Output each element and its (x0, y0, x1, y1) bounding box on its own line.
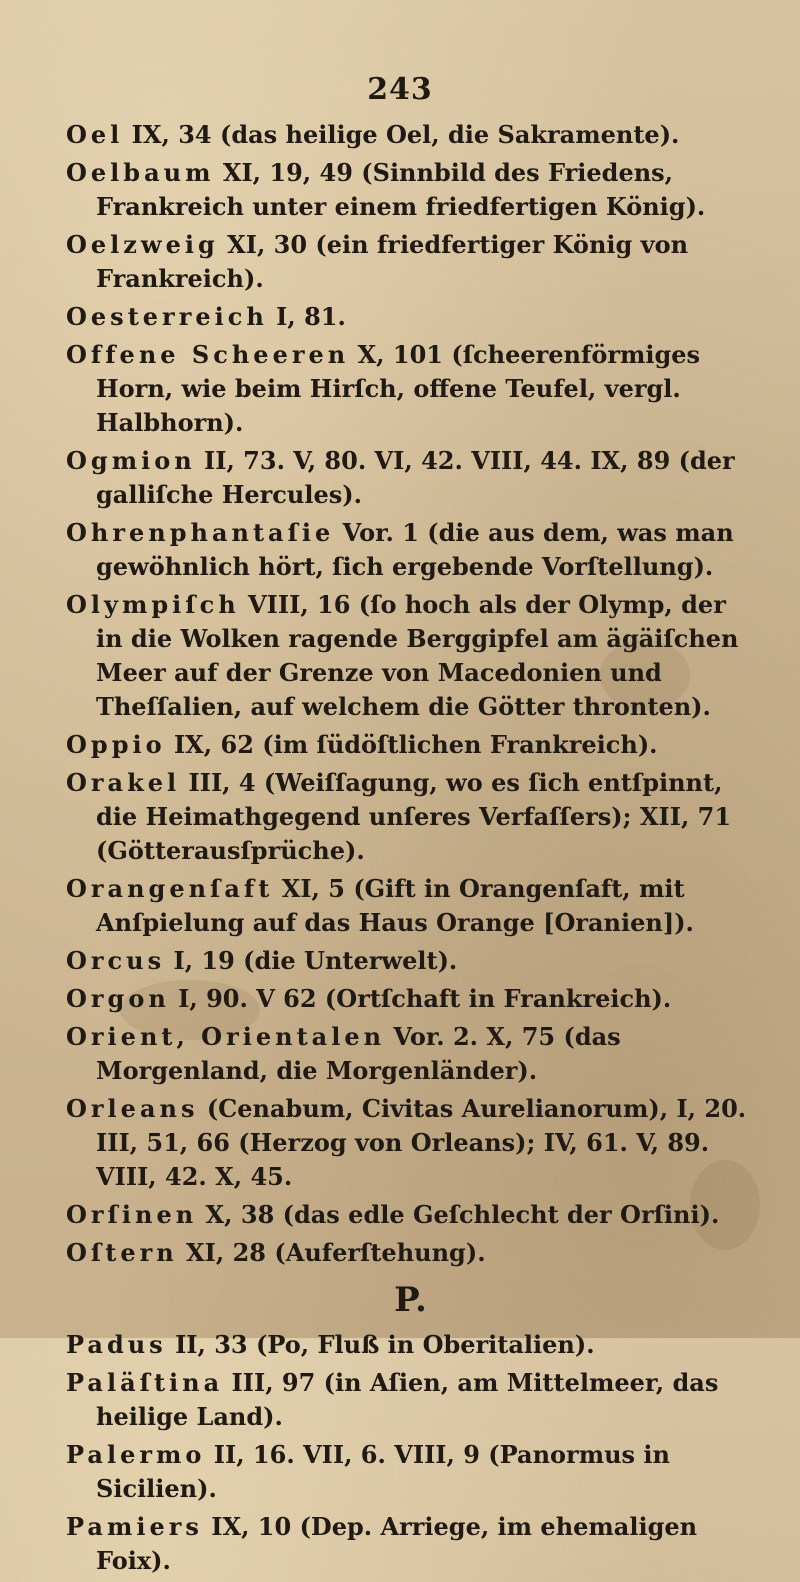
page-number: 243 (367, 72, 433, 107)
entry-text: VIII, 16 (ſo hoch als der Olymp, der in die Wolken ragende Berggipfel am ägäiſchen Meer auf der Grenze von Macedonien und Theſſalien, auf welchem die Götter thronten). (96, 590, 739, 721)
entry-text: II, 33 (Po, Fluß in Oberitalien). (175, 1330, 595, 1359)
entry-headword: Palermo (66, 1440, 206, 1469)
index-entry (66, 444, 756, 512)
entry-text: IX, 34 (das heilige Oel, die Sakramente). (131, 120, 680, 149)
index-entry (66, 944, 756, 978)
entry-headword: Ogmion (66, 446, 196, 475)
index-entry (66, 1328, 756, 1362)
index-entry (66, 1366, 756, 1434)
entries-section-p (66, 1328, 756, 1578)
index-entry (66, 338, 756, 440)
entry-headword: Oſtern (66, 1238, 178, 1267)
index-entry (66, 1198, 756, 1232)
entry-headword: Orgon (66, 984, 170, 1013)
entry-headword: Orcus (66, 946, 166, 975)
index-entry (66, 1020, 756, 1088)
entry-text: X, 38 (das edle Geſchlecht der Orſini). (205, 1200, 720, 1229)
entry-text: XI, 19, 49 (Sinnbild des Friedens, Frankreich unter einem friedfertigen König). (96, 158, 706, 221)
entry-text: II, 16. VII, 6. VIII, 9 (Panormus in Sicilien). (96, 1440, 670, 1503)
index-entry (66, 300, 756, 334)
entry-headword: Oel (66, 120, 124, 149)
entry-text: XI, 28 (Auferſtehung). (186, 1238, 486, 1267)
entry-text: Vor. 2. X, 75 (das Morgenland, die Morgenländer). (96, 1022, 621, 1085)
entry-headword: Pamiers (66, 1512, 203, 1541)
entry-text: IX, 10 (Dep. Arriege, im ehemaligen Foix). (96, 1512, 698, 1575)
entry-headword: Orakel (66, 768, 181, 797)
index-entry (66, 588, 756, 724)
entry-headword: Orangenſaft (66, 874, 274, 903)
entry-headword: Paläſtina (66, 1368, 224, 1397)
index-entry (66, 982, 756, 1016)
index-entry (66, 156, 756, 224)
index-entry (66, 1092, 756, 1194)
entry-text: III, 97 (in Aſien, am Mittelmeer, das heilige Land). (96, 1368, 719, 1431)
entry-text: I, 81. (276, 302, 346, 331)
entry-headword: Padus (66, 1330, 167, 1359)
entry-headword: Oppio (66, 730, 166, 759)
entry-headword: Orient, Orientalen (66, 1022, 386, 1051)
entry-headword: Oesterreich (66, 302, 268, 331)
entry-headword: Oelbaum (66, 158, 215, 187)
index-entry (66, 1510, 756, 1578)
entry-text: I, 19 (die Unterwelt). (173, 946, 458, 975)
index-entry (66, 516, 756, 584)
entry-text: II, 73. V, 80. VI, 42. VIII, 44. IX, 89 (der galliſche Hercules). (96, 446, 735, 509)
index-entry (66, 728, 756, 762)
entry-headword: Ohrenphantaſie (66, 518, 335, 547)
entry-text: III, 4 (Weiſſagung, wo es ſich entſpinnt, die Heimathgegend unſeres Verfaſſers); XII, 71 (Götterausſprüche). (96, 768, 732, 865)
section-letter: P. (394, 1280, 428, 1320)
entry-text: Vor. 1 (die aus dem, was man gewöhnlich hört, ſich ergebende Vorſtellung). (96, 518, 734, 581)
index-entry (66, 1438, 756, 1506)
entry-headword: Oelzweig (66, 230, 219, 259)
entry-text: XI, 5 (Gift in Orangenſaft, mit Anſpielung auf das Haus Orange [Oranien]). (96, 874, 694, 937)
entry-headword: Orſinen (66, 1200, 198, 1229)
index-entry (66, 228, 756, 296)
index-entry (66, 118, 756, 152)
entry-text: XI, 30 (ein friedfertiger König von Frankreich). (96, 230, 689, 293)
entry-text: (Cenabum, Civitas Aurelianorum), I, 20. III, 51, 66 (Herzog von Orleans); IV, 61. V, 89. VIII, 42. X, 45. (96, 1094, 747, 1191)
index-entry (66, 1236, 756, 1270)
entry-text: IX, 62 (im ſüdöſtlichen Frankreich). (173, 730, 658, 759)
entry-text: I, 90. V 62 (Ortſchaft in Frankreich). (178, 984, 672, 1013)
entries-section-o (66, 118, 756, 1270)
entry-headword: Offene Scheeren (66, 340, 350, 369)
entry-headword: Orleans (66, 1094, 199, 1123)
index-entries (66, 118, 756, 1582)
entry-text: X, 101 (ſcheerenförmiges Horn, wie beim Hirſch, offene Teufel, vergl. Halbhorn). (96, 340, 701, 437)
entry-headword: Olympiſch (66, 590, 240, 619)
index-entry (66, 872, 756, 940)
index-entry (66, 766, 756, 868)
